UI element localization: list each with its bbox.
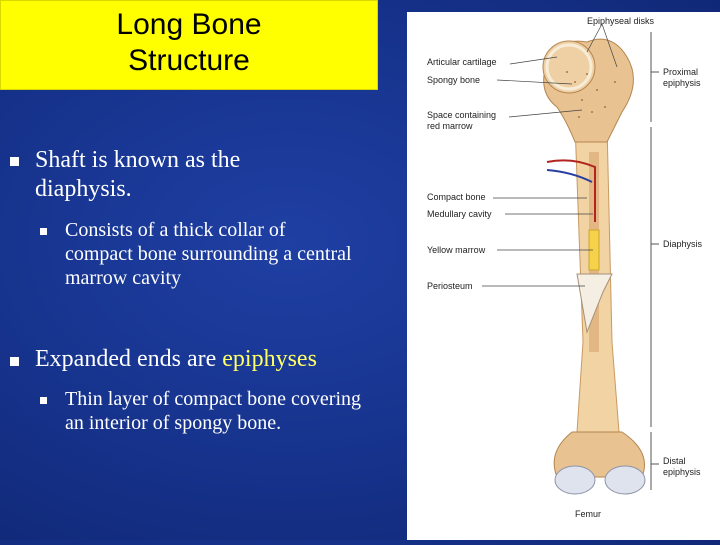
sub-bullet-marker — [40, 228, 47, 235]
label-medullary-cavity: Medullary cavity — [427, 209, 492, 219]
brackets — [651, 32, 659, 490]
label-distal-epiphysis: epiphysis — [663, 467, 701, 477]
label-yellow-marrow: Yellow marrow — [427, 245, 486, 255]
label-spongy-bone: Spongy bone — [427, 75, 481, 85]
bullet-period: . — [125, 176, 132, 202]
bullet-text: Expanded ends are — [35, 346, 223, 372]
label-periosteum: Periosteum — [427, 281, 473, 291]
femoral-head — [543, 41, 595, 93]
femur-diagram — [407, 12, 720, 540]
label-red-marrow: red marrow — [427, 121, 473, 131]
bullet-marker — [10, 357, 19, 366]
figure-caption: Femur — [575, 509, 602, 519]
sub-bullet-marker — [40, 397, 47, 404]
title-line-1: Long Bone — [116, 8, 262, 41]
label-articular-cartilage: Articular cartilage — [427, 57, 497, 67]
lateral-condyle — [555, 466, 595, 494]
bullet-text: Shaft is known as the — [35, 147, 241, 173]
title-line-2: Structure — [128, 44, 250, 77]
sub-bullet-spongy-interior: Thin layer of compact bone covering an interior of spongy bone. — [65, 388, 361, 434]
femur-svg — [407, 12, 720, 540]
medial-condyle — [605, 466, 645, 494]
label-distal: Distal — [663, 456, 686, 466]
slide-title — [0, 0, 378, 90]
bullet-diaphysis — [35, 146, 355, 204]
label-compact-bone: Compact bone — [427, 192, 486, 202]
label-space-containing: Space containing — [427, 110, 497, 120]
label-epiphyseal-disks: Epiphyseal disks — [587, 16, 655, 26]
label-diaphysis: Diaphysis — [663, 239, 703, 249]
diaphysis-term: diaphysis — [35, 176, 126, 202]
label-proximal-epiphysis: epiphysis — [663, 78, 701, 88]
epiphyses-term: epiphyses — [222, 346, 317, 372]
bullet-marker — [10, 157, 19, 166]
sub-bullet-compact-collar: Consists of a thick collar of compact bone surrounding a central marrow cavity — [65, 219, 352, 289]
bullet-epiphyses — [35, 345, 375, 374]
label-proximal: Proximal — [663, 67, 699, 77]
